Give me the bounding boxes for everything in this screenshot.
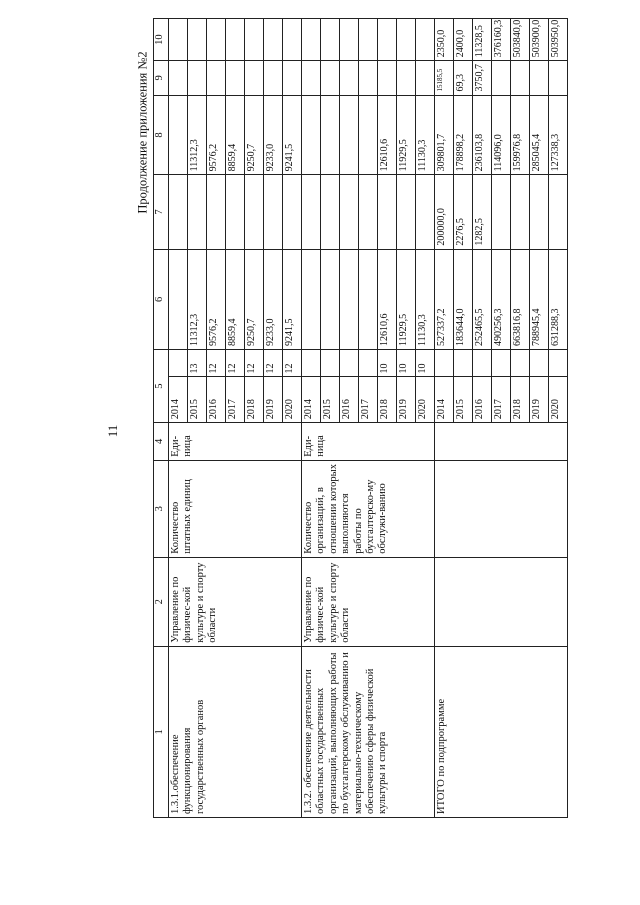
column-header-5: 5 bbox=[154, 350, 169, 423]
value-cell-col-6: 11929,5 bbox=[397, 249, 416, 349]
value-cell-col-8 bbox=[169, 95, 188, 175]
value-cell-col-9 bbox=[264, 61, 283, 95]
value-cell-col-10: 376160,3 bbox=[492, 19, 511, 61]
value-cell-col-7 bbox=[549, 175, 568, 249]
value-cell-col-8: 12610,6 bbox=[378, 95, 397, 175]
cell-col-2: Управление по физичес-кой культуре и спорту области bbox=[169, 557, 302, 646]
value-cell-col-5: 10 bbox=[416, 350, 435, 377]
table-row bbox=[302, 19, 321, 818]
value-cell-col-5 bbox=[511, 350, 530, 377]
value-cell-col-9 bbox=[359, 61, 378, 95]
value-cell-col-7 bbox=[207, 175, 226, 249]
value-cell-col-7 bbox=[530, 175, 549, 249]
value-cell-col-7 bbox=[226, 175, 245, 249]
year-cell: 2017 bbox=[492, 377, 511, 423]
value-cell-col-8: 285045,4 bbox=[530, 95, 549, 175]
value-cell-col-5 bbox=[321, 350, 340, 377]
value-cell-col-7 bbox=[245, 175, 264, 249]
value-cell-col-5: 13 bbox=[188, 350, 207, 377]
value-cell-col-9 bbox=[378, 61, 397, 95]
value-cell-col-7 bbox=[378, 175, 397, 249]
rotated-table-canvas bbox=[153, 18, 568, 818]
year-cell: 2016 bbox=[340, 377, 359, 423]
value-cell-col-8: 11929,5 bbox=[397, 95, 416, 175]
value-cell-col-5 bbox=[473, 350, 492, 377]
value-cell-col-5 bbox=[359, 350, 378, 377]
value-cell-col-10 bbox=[321, 19, 340, 61]
year-cell: 2017 bbox=[226, 377, 245, 423]
value-cell-col-6 bbox=[359, 249, 378, 349]
cell-col-1: 1.3.2. обеспечение деятельности областных государственных организаций, выполняющих работы по бухгалтерскому обслуживанию и материально-техническому обеспечению сферы физической культуры и спорта bbox=[302, 646, 435, 817]
column-header-6: 6 bbox=[154, 249, 169, 349]
value-cell-col-8 bbox=[359, 95, 378, 175]
value-cell-col-10 bbox=[188, 19, 207, 61]
year-cell: 2015 bbox=[321, 377, 340, 423]
value-cell-col-9 bbox=[321, 61, 340, 95]
column-header-3: 3 bbox=[154, 460, 169, 557]
cell-col-3: Количество штатных единиц bbox=[169, 460, 302, 557]
value-cell-col-10: 2350,0 bbox=[435, 19, 454, 61]
value-cell-col-9 bbox=[416, 61, 435, 95]
value-cell-col-8: 159976,8 bbox=[511, 95, 530, 175]
value-cell-col-8: 9241,5 bbox=[283, 95, 302, 175]
value-cell-col-6: 8859,4 bbox=[226, 249, 245, 349]
value-cell-col-10 bbox=[359, 19, 378, 61]
value-cell-col-10 bbox=[397, 19, 416, 61]
appendix-continuation-title: Продолжение приложения №2 bbox=[135, 51, 150, 214]
cell-col-4: Еди-ница bbox=[169, 423, 302, 461]
value-cell-col-6 bbox=[321, 249, 340, 349]
value-cell-col-5: 12 bbox=[245, 350, 264, 377]
value-cell-col-9 bbox=[549, 61, 568, 95]
value-cell-col-7: 1282,5 bbox=[473, 175, 492, 249]
value-cell-col-10: 503950,0 bbox=[549, 19, 568, 61]
column-header-7: 7 bbox=[154, 175, 169, 249]
value-cell-col-8: 9233,0 bbox=[264, 95, 283, 175]
column-header-10: 10 bbox=[154, 19, 169, 61]
table-row bbox=[435, 19, 454, 818]
value-cell-col-5 bbox=[169, 350, 188, 377]
value-cell-col-8: 8859,4 bbox=[226, 95, 245, 175]
value-cell-col-9 bbox=[530, 61, 549, 95]
column-header-9: 9 bbox=[154, 61, 169, 95]
cell-col-1: 1.3.1.обеспечение функционирования государственных органов bbox=[169, 646, 302, 817]
value-cell-col-8: 114096,0 bbox=[492, 95, 511, 175]
value-cell-col-10: 503900,0 bbox=[530, 19, 549, 61]
year-cell: 2017 bbox=[359, 377, 378, 423]
value-cell-col-6: 11130,3 bbox=[416, 249, 435, 349]
year-cell: 2014 bbox=[435, 377, 454, 423]
year-cell: 2019 bbox=[264, 377, 283, 423]
value-cell-col-8: 309801,7 bbox=[435, 95, 454, 175]
value-cell-col-7 bbox=[321, 175, 340, 249]
value-cell-col-9 bbox=[188, 61, 207, 95]
value-cell-col-5 bbox=[492, 350, 511, 377]
value-cell-col-9 bbox=[169, 61, 188, 95]
value-cell-col-9 bbox=[340, 61, 359, 95]
value-cell-col-10 bbox=[283, 19, 302, 61]
value-cell-col-6 bbox=[340, 249, 359, 349]
year-cell: 2019 bbox=[530, 377, 549, 423]
value-cell-col-10: 503840,0 bbox=[511, 19, 530, 61]
value-cell-col-6 bbox=[302, 249, 321, 349]
value-cell-col-6: 663816,8 bbox=[511, 249, 530, 349]
value-cell-col-10 bbox=[264, 19, 283, 61]
value-cell-col-5 bbox=[435, 350, 454, 377]
value-cell-col-10: 11328,5 bbox=[473, 19, 492, 61]
value-cell-col-6: 12610,6 bbox=[378, 249, 397, 349]
column-header-2: 2 bbox=[154, 557, 169, 646]
value-cell-col-8 bbox=[321, 95, 340, 175]
year-cell: 2016 bbox=[473, 377, 492, 423]
value-cell-col-6 bbox=[169, 249, 188, 349]
value-cell-col-9 bbox=[302, 61, 321, 95]
value-cell-col-5: 12 bbox=[283, 350, 302, 377]
value-cell-col-7 bbox=[188, 175, 207, 249]
value-cell-col-9 bbox=[245, 61, 264, 95]
value-cell-col-9: 3750,7 bbox=[473, 61, 492, 95]
cell-col-4 bbox=[435, 423, 568, 461]
value-cell-col-5 bbox=[530, 350, 549, 377]
page-number: 11 bbox=[105, 424, 120, 438]
column-header-4: 4 bbox=[154, 423, 169, 461]
year-cell: 2015 bbox=[454, 377, 473, 423]
value-cell-col-5: 10 bbox=[397, 350, 416, 377]
cell-col-3: Количество организаций, в отношении которых выполняются работы по бухгалтерско-му обслужи-ванию bbox=[302, 460, 435, 557]
year-cell: 2018 bbox=[511, 377, 530, 423]
value-cell-col-9 bbox=[283, 61, 302, 95]
value-cell-col-9 bbox=[397, 61, 416, 95]
value-cell-col-6: 9250,7 bbox=[245, 249, 264, 349]
column-header-1: 1 bbox=[154, 646, 169, 817]
value-cell-col-6: 183644,0 bbox=[454, 249, 473, 349]
value-cell-col-9 bbox=[226, 61, 245, 95]
value-cell-col-7 bbox=[302, 175, 321, 249]
value-cell-col-7 bbox=[397, 175, 416, 249]
column-header-8: 8 bbox=[154, 95, 169, 175]
value-cell-col-10 bbox=[245, 19, 264, 61]
year-cell: 2018 bbox=[245, 377, 264, 423]
value-cell-col-5: 12 bbox=[226, 350, 245, 377]
value-cell-col-6: 527337,2 bbox=[435, 249, 454, 349]
value-cell-col-5: 12 bbox=[264, 350, 283, 377]
value-cell-col-9 bbox=[492, 61, 511, 95]
value-cell-col-10 bbox=[340, 19, 359, 61]
value-cell-col-5: 12 bbox=[207, 350, 226, 377]
year-cell: 2020 bbox=[549, 377, 568, 423]
value-cell-col-8: 178898,2 bbox=[454, 95, 473, 175]
value-cell-col-10 bbox=[226, 19, 245, 61]
value-cell-col-5 bbox=[302, 350, 321, 377]
value-cell-col-10 bbox=[416, 19, 435, 61]
year-cell: 2014 bbox=[169, 377, 188, 423]
value-cell-col-7 bbox=[359, 175, 378, 249]
value-cell-col-6: 9233,0 bbox=[264, 249, 283, 349]
cell-col-4: Еди-ница bbox=[302, 423, 435, 461]
value-cell-col-7 bbox=[416, 175, 435, 249]
value-cell-col-7 bbox=[283, 175, 302, 249]
value-cell-col-5 bbox=[454, 350, 473, 377]
value-cell-col-7 bbox=[511, 175, 530, 249]
year-cell: 2015 bbox=[188, 377, 207, 423]
value-cell-col-7 bbox=[169, 175, 188, 249]
year-cell: 2019 bbox=[397, 377, 416, 423]
value-cell-col-8 bbox=[340, 95, 359, 175]
cell-col-2: Управление по физичес-кой культуре и спорту области bbox=[302, 557, 435, 646]
year-cell: 2014 bbox=[302, 377, 321, 423]
table-row bbox=[169, 19, 188, 818]
value-cell-col-7 bbox=[340, 175, 359, 249]
value-cell-col-9 bbox=[207, 61, 226, 95]
value-cell-col-6: 9241,5 bbox=[283, 249, 302, 349]
value-cell-col-6: 490256,3 bbox=[492, 249, 511, 349]
value-cell-col-6: 252465,5 bbox=[473, 249, 492, 349]
budget-table bbox=[153, 18, 568, 818]
cell-col-2 bbox=[435, 557, 568, 646]
cell-col-3 bbox=[435, 460, 568, 557]
value-cell-col-8: 9250,7 bbox=[245, 95, 264, 175]
value-cell-col-5 bbox=[549, 350, 568, 377]
year-cell: 2020 bbox=[283, 377, 302, 423]
value-cell-col-7: 2276,5 bbox=[454, 175, 473, 249]
value-cell-col-8: 11312,3 bbox=[188, 95, 207, 175]
value-cell-col-6: 788945,4 bbox=[530, 249, 549, 349]
value-cell-col-8 bbox=[302, 95, 321, 175]
value-cell-col-7 bbox=[492, 175, 511, 249]
value-cell-col-9: 69,3 bbox=[454, 61, 473, 95]
value-cell-col-5: 10 bbox=[378, 350, 397, 377]
year-cell: 2018 bbox=[378, 377, 397, 423]
value-cell-col-6: 631288,3 bbox=[549, 249, 568, 349]
value-cell-col-7 bbox=[264, 175, 283, 249]
value-cell-col-7: 200000,0 bbox=[435, 175, 454, 249]
year-cell: 2020 bbox=[416, 377, 435, 423]
value-cell-col-10 bbox=[207, 19, 226, 61]
value-cell-col-9: 15185,5 bbox=[435, 61, 454, 95]
value-cell-col-5 bbox=[340, 350, 359, 377]
year-cell: 2016 bbox=[207, 377, 226, 423]
value-cell-col-8: 9576,2 bbox=[207, 95, 226, 175]
value-cell-col-10 bbox=[302, 19, 321, 61]
cell-col-1: ИТОГО по подпрограмме bbox=[435, 646, 568, 817]
value-cell-col-9 bbox=[511, 61, 530, 95]
value-cell-col-8: 236103,8 bbox=[473, 95, 492, 175]
value-cell-col-6: 9576,2 bbox=[207, 249, 226, 349]
value-cell-col-8: 11130,3 bbox=[416, 95, 435, 175]
value-cell-col-10: 2400,0 bbox=[454, 19, 473, 61]
column-number-row bbox=[154, 19, 169, 818]
value-cell-col-10 bbox=[378, 19, 397, 61]
value-cell-col-8: 127338,3 bbox=[549, 95, 568, 175]
value-cell-col-6: 11312,3 bbox=[188, 249, 207, 349]
value-cell-col-10 bbox=[169, 19, 188, 61]
